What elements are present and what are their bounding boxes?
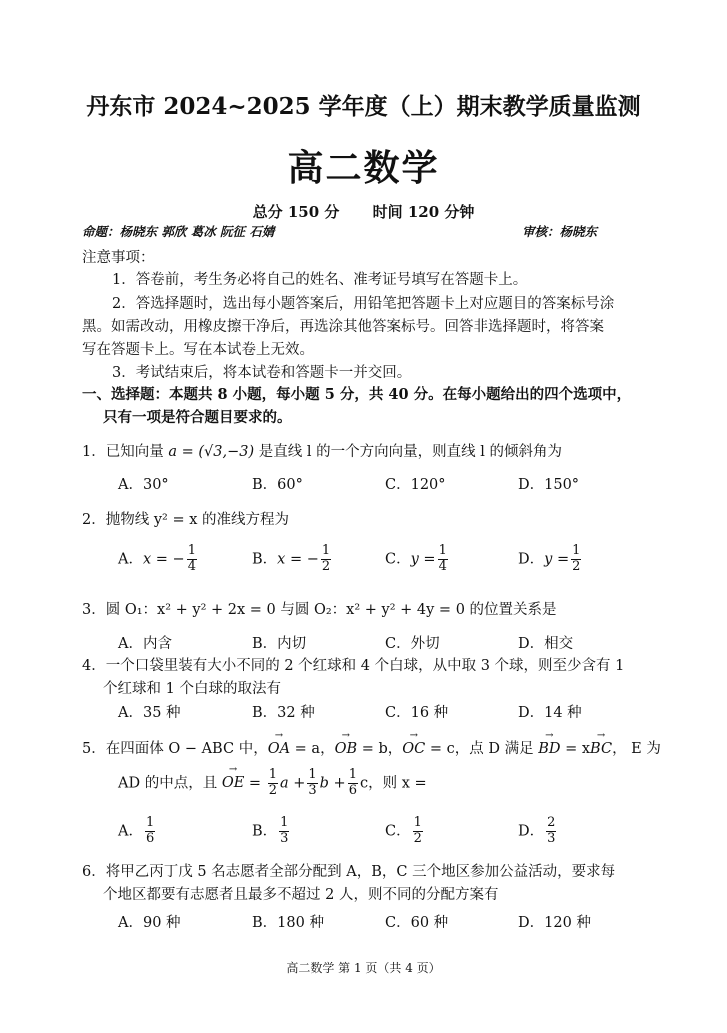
q4-option-b: B．32 种 bbox=[252, 705, 315, 721]
section-heading-cont: 只有一项是符合题目要求的。 bbox=[103, 409, 292, 426]
vector-bc: → BC bbox=[590, 741, 612, 757]
q5-option-d: D． $\frac{2}{3}$ bbox=[518, 815, 556, 846]
question-6-stem-cont: 个地区都要有志愿者且最多不超过 2 人，则不同的分配方案有 bbox=[103, 887, 499, 903]
q3-option-a: A．内含 bbox=[118, 636, 172, 652]
exam-time: 时间 120 分钟 bbox=[372, 203, 475, 221]
q4-option-c: C．16 种 bbox=[385, 705, 449, 721]
question-1-stem: 1．已知向量 a = (√3,−3) 是直线 l 的一个方向向量，则直线 l 的倾斜角为 bbox=[82, 444, 562, 460]
q2-option-c: C．y = $\frac{1}{4}$ bbox=[385, 543, 447, 574]
exam-title: 丹东市 2024~2025 学年度（上）期末教学质量监测 bbox=[86, 93, 641, 120]
note-1: 1．答卷前，考生务必将自己的姓名、准考证号填写在答题卡上。 bbox=[112, 272, 528, 288]
q6-option-c: C．60 种 bbox=[385, 915, 449, 931]
q6-option-b: B．180 种 bbox=[252, 915, 324, 931]
question-5-stem-cont: AD 的中点，且 → OE = $\frac{1}{2}$ a + $\frac{1}{3}$ b + $\frac{1}{6}$ c，则 x = bbox=[118, 768, 427, 799]
question-3-stem: 3．圆 O₁：x² + y² + 2x = 0 与圆 O₂：x² + y² + 4y = 0 的位置关系是 bbox=[82, 602, 557, 618]
vector-oe: → OE bbox=[222, 775, 244, 791]
reviewer: 审核：杨晓东 bbox=[522, 224, 598, 239]
q5-option-a: A． $\frac{1}{6}$ bbox=[118, 815, 155, 846]
vector-a: a = (√3,−3) bbox=[168, 444, 255, 460]
vector-ob: → OB bbox=[335, 741, 358, 757]
vector-oc: → OC bbox=[402, 741, 425, 757]
q2-option-d: D．y = $\frac{1}{2}$ bbox=[518, 543, 581, 574]
q1-option-a: A．30° bbox=[118, 477, 169, 493]
note-2: 2．答选择题时，选出每小题答案后，用铅笔把答题卡上对应题目的答案标号涂 bbox=[112, 296, 615, 312]
q5-option-c: C． $\frac{1}{2}$ bbox=[385, 815, 422, 846]
subject-title: 高二数学 bbox=[287, 147, 440, 189]
q5-option-b: B． $\frac{1}{3}$ bbox=[252, 815, 289, 846]
q2-option-a: A．x = − $\frac{1}{4}$ bbox=[118, 543, 196, 574]
note-3: 3．考试结束后，将本试卷和答题卡一并交回。 bbox=[112, 365, 412, 381]
q3-option-d: D．相交 bbox=[518, 636, 574, 652]
section-heading: 一、选择题：本题共 8 小题，每小题 5 分，共 40 分。在每小题给出的四个选项中， bbox=[82, 386, 632, 403]
q6-option-a: A．90 种 bbox=[118, 915, 181, 931]
vector-bd: → BD bbox=[538, 741, 560, 757]
question-6-stem: 6．将甲乙丙丁戊 5 名志愿者全部分配到 A，B，C 三个地区参加公益活动，要求每 bbox=[82, 864, 616, 880]
total-score: 总分 150 分 bbox=[252, 203, 340, 221]
question-4-stem: 4．一个口袋里装有大小不同的 2 个红球和 4 个白球，从中取 3 个球，则至少含有 1 bbox=[82, 658, 625, 674]
authors: 命题：杨晓东 郭欣 葛冰 阮征 石婧 bbox=[82, 224, 275, 239]
notes-heading: 注意事项： bbox=[82, 250, 155, 266]
q3-option-b: B．内切 bbox=[252, 636, 307, 652]
question-5-stem: 5．在四面体 O − ABC 中，→ OA = a，→ OB = b，→ OC = c，点 D 满足 → BD = x→ BC， E 为 bbox=[82, 737, 661, 758]
page-footer: 高二数学 第 1 页（共 4 页） bbox=[286, 961, 441, 975]
q4-option-a: A．35 种 bbox=[118, 705, 181, 721]
q1-option-b: B．60° bbox=[252, 477, 303, 493]
q1-option-d: D．150° bbox=[518, 477, 580, 493]
question-2-stem: 2．抛物线 y² = x 的准线方程为 bbox=[82, 512, 289, 528]
note-2-cont: 黑。如需改动，用橡皮擦干净后，再选涂其他答案标号。回答非选择题时，将答案 bbox=[82, 319, 604, 335]
q4-option-d: D．14 种 bbox=[518, 705, 582, 721]
q1-option-c: C．120° bbox=[385, 477, 446, 493]
q6-option-d: D．120 种 bbox=[518, 915, 591, 931]
q3-option-c: C．外切 bbox=[385, 636, 440, 652]
q2-option-b: B．x = − $\frac{1}{2}$ bbox=[252, 543, 331, 574]
question-4-stem-cont: 个红球和 1 个白球的取法有 bbox=[103, 681, 281, 697]
exam-meta bbox=[0, 201, 727, 222]
vector-oa: → OA bbox=[268, 741, 290, 757]
note-2-end: 写在答题卡上。写在本试卷上无效。 bbox=[82, 342, 314, 358]
